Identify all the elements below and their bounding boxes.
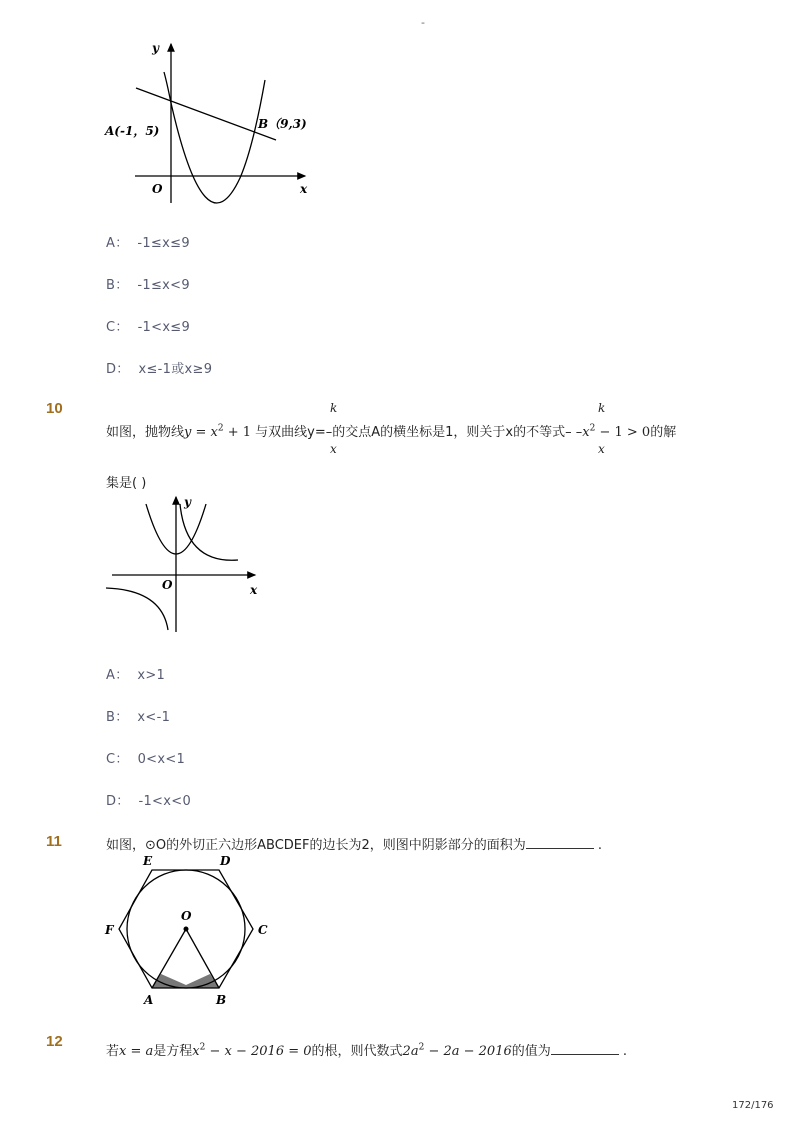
q11-label-f: F (105, 923, 114, 937)
q11-question: 如图，⊙O的外切正六边形ABCDEF的边长为2，则图中阴影部分的面积为 . (106, 838, 603, 853)
q10-option-c[interactable]: C： 0<x<1 (106, 752, 186, 767)
q10-y-label: y (184, 495, 191, 509)
q11-label-d: D (220, 854, 231, 868)
q12-answer-blank[interactable] (551, 1042, 619, 1055)
q9-graph (100, 38, 315, 208)
q9-option-b[interactable]: B： -1≤x<9 (106, 278, 190, 293)
q12-question: 若x = a是方程$x^2 - x - 2016 = 0$的根，则代数式$2a^2 - 2a - 2016$的值为 . (106, 1042, 628, 1059)
q9-y-label: y (152, 41, 159, 55)
q10-option-b[interactable]: B： x<-1 (106, 710, 171, 725)
q10-hyperbola-left (106, 588, 168, 630)
q10-frac1-num: k (330, 401, 338, 415)
q9-point-b: B（9,3) (258, 117, 307, 131)
q11-number: 11 (46, 833, 62, 850)
q9-x-label: x (300, 182, 308, 196)
q9-option-d[interactable]: D： x≤-1或x≥9 (106, 362, 213, 377)
q9-origin: O (152, 182, 163, 196)
page-number: 172/176 (732, 1100, 774, 1111)
q12-number: 12 (46, 1033, 63, 1050)
q11-label-e: E (143, 854, 153, 868)
q10-question-line2: 集是( ) (106, 476, 147, 491)
q10-x-label: x (250, 583, 258, 597)
q11-label-a: A (144, 993, 154, 1007)
q11-center-dot (184, 927, 189, 932)
q9-option-c[interactable]: C： -1<x≤9 (106, 320, 191, 335)
q11-label-o: O (181, 909, 192, 923)
q10-number: 10 (46, 400, 63, 417)
q10-hyperbola-right (180, 504, 238, 560)
q10-option-a[interactable]: A： x>1 (106, 668, 166, 683)
q11-hexagon-figure (100, 852, 275, 1010)
q11-answer-blank[interactable] (526, 836, 594, 849)
q9-option-a[interactable]: A： -1≤x≤9 (106, 236, 190, 251)
q10-frac2-num: k (598, 401, 606, 415)
top-mark: - (421, 16, 425, 29)
q11-label-b: B (216, 993, 227, 1007)
q10-option-d[interactable]: D： -1<x<0 (106, 794, 192, 809)
q10-question-line1: 如图，抛物线$y = x^2 + 1$ 与双曲线y=–的交点A的横坐标是1，则关于x的不等式– $-x^2 - 1 > 0$的解 (106, 423, 677, 440)
q10-origin: O (162, 578, 173, 592)
q10-graph (100, 492, 270, 637)
q9-parabola (171, 80, 265, 203)
q10-frac1-den: x (330, 442, 337, 456)
q10-frac2-den: x (598, 442, 605, 456)
q11-label-c: C (258, 923, 268, 937)
q9-point-a: A(-1，5) (105, 124, 160, 138)
